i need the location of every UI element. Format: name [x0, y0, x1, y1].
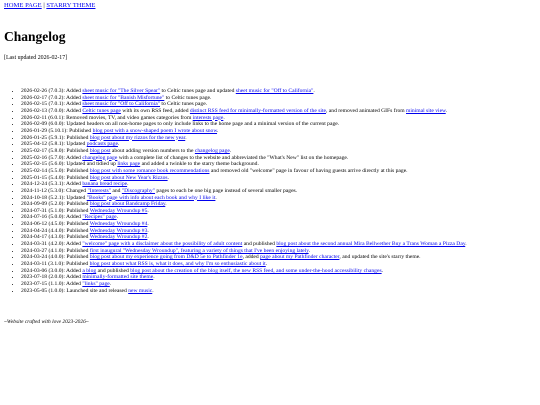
changelog-text: 2024-12-24 (5.3.1): Added — [21, 181, 83, 188]
changelog-link[interactable]: Wednesday Wroundup #2 — [89, 234, 148, 241]
changelog-text: . — [229, 147, 232, 154]
changelog-text: . — [308, 247, 311, 254]
changelog-entry — [21, 221, 536, 228]
changelog-text: . — [313, 88, 315, 94]
changelog-text: to Celtic tunes page. — [164, 94, 212, 101]
changelog-link[interactable]: Wednesday Wroundup #4 — [89, 221, 148, 228]
changelog-link[interactable]: blog post with some romance book recommendations — [89, 167, 210, 174]
changelog-text: and — [110, 187, 122, 194]
changelog-text: and published — [242, 241, 277, 248]
changelog-link[interactable]: "links" page — [82, 281, 110, 288]
changelog-entry — [21, 148, 536, 155]
changelog-link[interactable]: changelog page — [194, 147, 230, 154]
changelog-text: about adding version numbers to the — [110, 147, 195, 154]
changelog-link[interactable]: "Discography" — [121, 187, 156, 194]
changelog-link[interactable]: blog post about my rizzos for the new year — [89, 134, 186, 141]
page-title: Changelog — [4, 29, 66, 44]
changelog-text: 2023-07-18 (2.0.0): Added — [21, 274, 83, 281]
home-page-link[interactable]: HOME PAGE — [4, 2, 42, 9]
changelog-link[interactable]: page about my Pathfinder character — [260, 254, 340, 261]
changelog-link[interactable]: sheet music for "Banish Misfortune" — [82, 94, 165, 101]
changelog-text: 2026-02-13 (7.0.0): Added — [21, 107, 83, 114]
changelog-text: 2024-07-31 (5.1.0): Published — [21, 207, 90, 214]
changelog-link[interactable]: first inaugural "Wednesday Wroundup", featuring a variety of things that I've been enjoying lately — [89, 247, 309, 254]
changelog-link[interactable]: blog post about the second annual Mira Bellwether Buy a Trans Woman a Pizza Day — [276, 241, 466, 248]
changelog-link[interactable]: Wednesday Wroundup #5 — [89, 207, 148, 214]
changelog-text: to Celtic tunes page. — [160, 101, 208, 108]
changelog-link[interactable]: interests page — [192, 114, 224, 121]
changelog-link[interactable]: Celtic tunes page — [82, 107, 121, 114]
changelog-text: . — [147, 207, 149, 214]
changelog-link[interactable]: blog post about the creation of the blog itself, the new RSS feed, and some under-the-hood accessibility changes — [130, 267, 382, 274]
changelog-link[interactable]: blog post — [89, 147, 111, 154]
changelog-text: , added — [242, 254, 261, 261]
changelog-link[interactable]: podcasts page — [86, 141, 118, 148]
changelog-link[interactable]: sheet music for "Off to California" — [82, 101, 161, 108]
changelog-text: 2024-10-18 (5.2.1): Updated — [21, 194, 87, 201]
changelog-text: 2023-05-05 (1.0.0): Launched site and released — [21, 287, 129, 294]
changelog-link[interactable]: blog post with a snow-shaped poem I wrote about snow — [92, 127, 218, 134]
changelog-text: 2025-02-17 (5.8.0): Published — [21, 147, 90, 154]
changelog-text: and removed old "welcome" page in favour of having guests arrive directly at this page. — [209, 167, 408, 174]
changelog-entry — [21, 288, 536, 295]
changelog-text: . — [147, 221, 149, 228]
top-nav — [4, 2, 536, 10]
changelog-text: . — [167, 174, 170, 181]
changelog-entry — [21, 101, 536, 108]
changelog-text: . — [185, 134, 187, 141]
changelog-link[interactable]: distinct RSS feed for minimally-formatted version of the site — [189, 107, 326, 114]
changelog-text: 2024-09-09 (5.2.0): Published — [21, 201, 90, 208]
changelog-link[interactable]: Wednesday Wroundup #3 — [89, 227, 148, 234]
changelog-link[interactable]: blog post about my experience going from D&D 5e to Pathfinder 1e — [89, 254, 243, 261]
changelog-text: . — [152, 287, 154, 294]
changelog-entry — [21, 181, 536, 188]
changelog-text: 2026-02-26 (7.0.3): Added — [21, 88, 83, 94]
changelog-text: . — [147, 234, 149, 241]
changelog-text: 2026-01-29 (5.10.1): Published — [21, 127, 93, 134]
changelog-text: . — [116, 214, 119, 221]
changelog-entry — [21, 141, 536, 148]
changelog-text: 2024-06-12 (4.5.0): Published — [21, 221, 90, 228]
changelog-text: 2025-02-15 (5.6.0): Updated and tidied up — [21, 161, 118, 168]
changelog-text: , and removed animated GIFs from — [326, 107, 407, 114]
starry-theme-link[interactable]: STARRY THEME — [46, 2, 96, 9]
changelog-text: 2024-03-24 (4.0.0): Published — [21, 254, 90, 261]
changelog-text: . — [223, 114, 225, 121]
changelog-text: with its own RSS feed, added — [120, 107, 190, 114]
changelog-text: 2024-03-27 (4.1.0): Published — [21, 247, 90, 254]
changelog-entry — [21, 241, 536, 248]
changelog-text: . — [217, 127, 219, 134]
changelog-link[interactable]: new music — [128, 287, 153, 294]
changelog-link[interactable]: sheet music for "The Silver Spear" — [82, 88, 161, 94]
changelog-link[interactable]: blog post about New Year's Rizzos — [89, 174, 168, 181]
changelog-text: 2026-02-15 (7.0.1): Added — [21, 101, 83, 108]
last-updated: [Last updated 2026-02-17] — [4, 55, 68, 61]
changelog-text: 2024-04-17 (4.3.0): Published — [21, 234, 90, 241]
changelog-text: 2026-02-09 (6.0.0): Updated headers on all non-home pages to only include links to the home page and a minimal version of the current page. — [21, 121, 340, 128]
changelog-text: 2026-01-25 (5.9.1): Published — [21, 134, 90, 141]
changelog-entry — [21, 281, 536, 288]
changelog-text: and added a twinkle to the starry theme background. — [140, 161, 259, 168]
changelog-entry — [21, 201, 536, 208]
changelog-link[interactable]: minimal site view — [406, 107, 446, 114]
changelog-entry — [21, 261, 536, 268]
changelog-text: with a complete list of changes to the website and abbreviated the "What's New" list on the homepage. — [117, 154, 349, 161]
changelog-text: 2024-03-11 (3.1.0): Published — [21, 261, 90, 268]
changelog-text: pages to each be one big page instead of several smaller pages. — [155, 187, 298, 194]
changelog-link[interactable]: blog post about Bandcamp Friday — [89, 201, 166, 208]
changelog-list — [4, 88, 536, 294]
changelog-text: . — [381, 267, 384, 274]
changelog-text: 2025-04-12 (5.8.1): Updated — [21, 141, 87, 148]
changelog-text: 2024-07-16 (5.0.0): Added — [21, 214, 83, 221]
changelog-text: 2025-02-16 (5.7.0): Added — [21, 154, 83, 161]
changelog-link[interactable]: "welcome" page with a disclaimer about the possibility of adult content — [82, 241, 243, 248]
changelog-link[interactable]: changelog page — [82, 154, 118, 161]
changelog-link[interactable]: blog post about what RSS is, what it does, and why I'm so enthusiastic about it — [89, 261, 266, 268]
changelog-entry — [21, 108, 536, 115]
changelog-link[interactable]: "Interests" — [87, 187, 111, 194]
changelog-link[interactable]: "Books" page with info about each book and why I like it — [86, 194, 216, 201]
changelog-entry — [21, 128, 536, 135]
changelog-link[interactable]: links page — [117, 161, 141, 168]
changelog-link[interactable]: minimally-formatted site theme — [82, 274, 154, 281]
changelog-text: 2025-01-15 (5.4.0): Published — [21, 174, 90, 181]
changelog-entry — [21, 121, 536, 128]
changelog-text: . — [215, 194, 217, 201]
changelog-text: . — [445, 107, 448, 114]
changelog-text: , and updated the site's starry theme. — [339, 254, 421, 261]
changelog-text: 2024-03-31 (4.2.0): Added — [21, 241, 83, 248]
changelog-text: 2024-04-24 (4.4.0): Published — [21, 227, 90, 234]
changelog-text: . — [109, 281, 112, 288]
changelog-link[interactable]: a blog — [82, 267, 97, 274]
changelog-text: 2023-07-15 (1.1.0): Added — [21, 281, 83, 288]
footer-credit: ~Website crafted with love 2023-2026~ — [4, 319, 89, 326]
changelog-text: 2024-11-12 (5.3.0): Changed — [21, 187, 88, 194]
changelog-text: . — [147, 227, 149, 234]
changelog-text: 2025-02-14 (5.5.0): Published — [21, 167, 90, 174]
changelog-link[interactable]: "Recipes" page — [82, 214, 117, 221]
changelog-text: 2026-02-11 (6.0.1): Removed movies, TV, and video games categories from — [21, 114, 193, 121]
changelog-entry — [21, 88, 536, 95]
changelog-text: . — [465, 241, 467, 248]
changelog-text: and published — [96, 267, 131, 274]
changelog-entry — [21, 168, 536, 175]
changelog-link[interactable]: sheet music for "Off to California" — [235, 88, 314, 94]
nav-separator: | — [43, 2, 45, 9]
changelog-text: to Celtic tunes page and updated — [160, 88, 236, 94]
changelog-text: . — [153, 274, 155, 281]
changelog-text: . — [117, 141, 120, 148]
changelog-link[interactable]: banana bread recipe — [82, 181, 128, 188]
changelog-entry — [21, 161, 536, 168]
changelog-text: 2024-03-06 (3.0.0): Added — [21, 267, 83, 274]
changelog-text: . — [127, 181, 129, 188]
changelog-text: . — [265, 261, 268, 268]
changelog-text: 2026-02-17 (7.0.2): Added — [21, 94, 83, 101]
changelog-text: . — [165, 201, 167, 208]
changelog-entry — [21, 188, 536, 195]
